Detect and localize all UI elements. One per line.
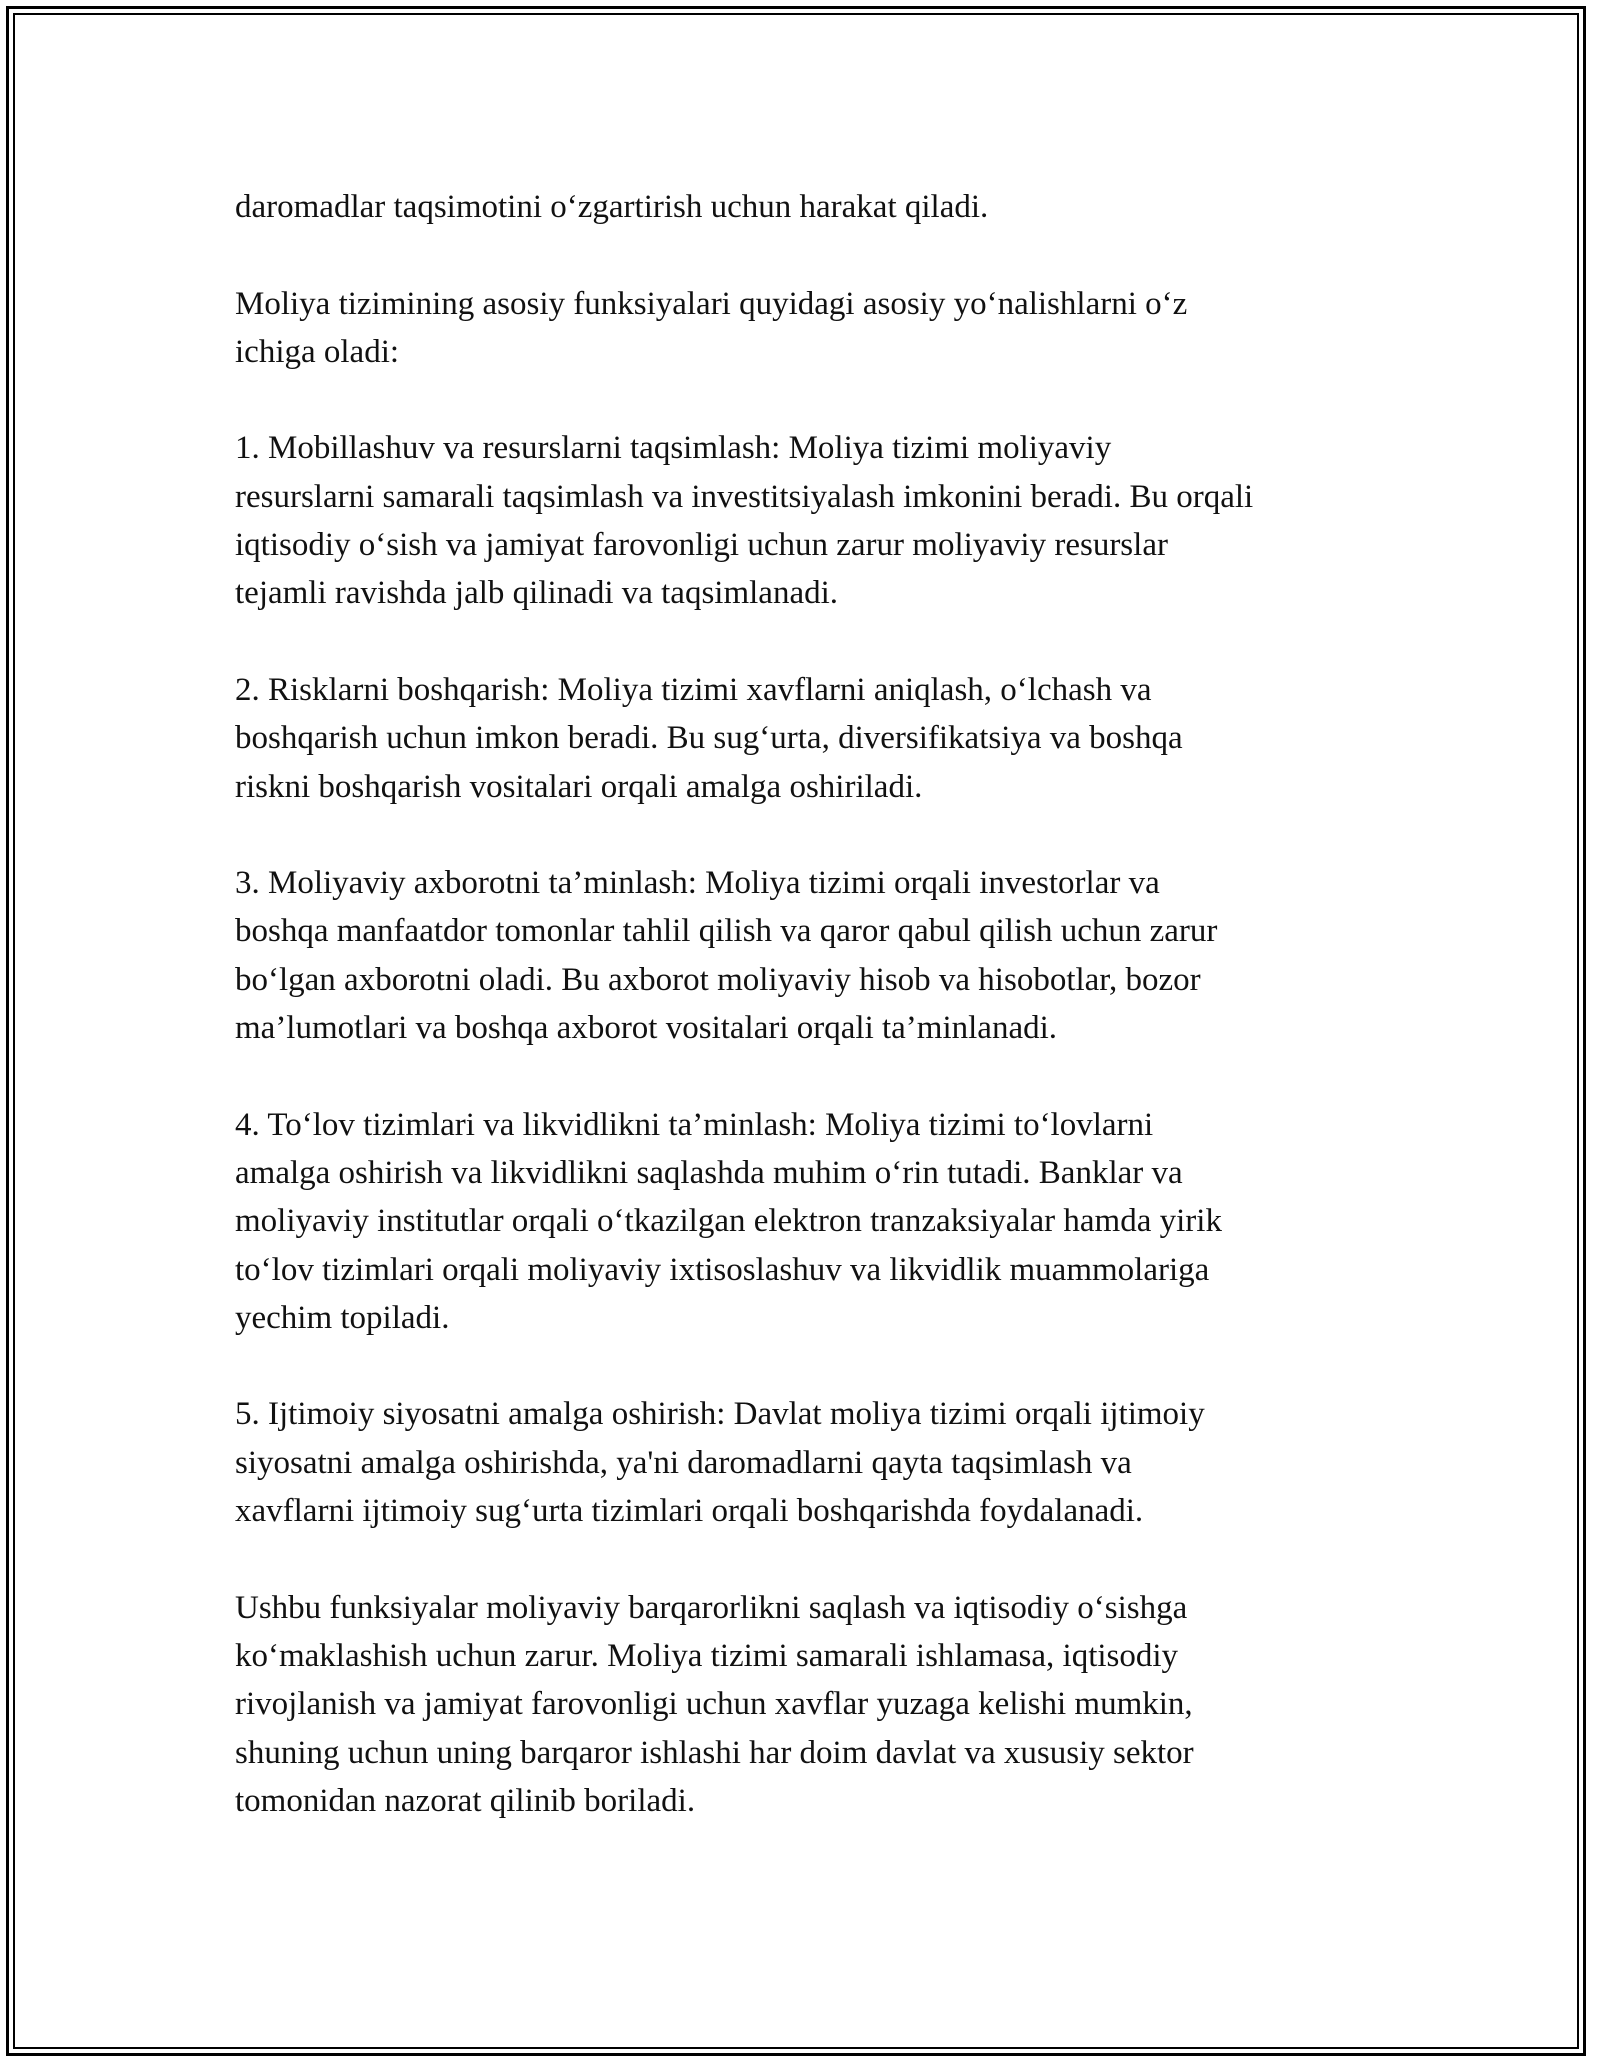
text-line: resurslarni samarali taqsimlash va investitsiyalash imkonini beradi. Bu orqali bbox=[235, 478, 1254, 515]
text-line: ichiga oladi: bbox=[235, 333, 400, 370]
paragraph-item-4 bbox=[235, 1101, 1385, 1342]
text-line: tejamli ravishda jalb qilinadi va taqsimlanadi. bbox=[235, 575, 839, 612]
text-line: to‘lov tizimlari orqali moliyaviy ixtisoslashuv va likvidlik muammolariga bbox=[235, 1251, 1210, 1288]
paragraph-item-5 bbox=[235, 1390, 1385, 1535]
text-line: 4. To‘lov tizimlari va likvidlikni ta’minlash: Moliya tizimi to‘lovlarni bbox=[235, 1106, 1154, 1143]
text-line: 1. Mobillashuv va resurslarni taqsimlash: Moliya tizimi moliyaviy bbox=[235, 430, 1112, 467]
text-line: moliyaviy institutlar orqali o‘tkazilgan elektron tranzaksiyalar hamda yirik bbox=[235, 1203, 1222, 1240]
text-line: ma’lumotlari va boshqa axborot vositalari orqali ta’minlanadi. bbox=[235, 1010, 1058, 1047]
text-line: Ushbu funksiyalar moliyaviy barqarorlikni saqlash va iqtisodiy o‘sishga bbox=[235, 1589, 1188, 1626]
text-line: 5. Ijtimoiy siyosatni amalga oshirish: Davlat moliya tizimi orqali ijtimoiy bbox=[235, 1396, 1205, 1433]
text-line: 3. Moliyaviy axborotni ta’minlash: Moliya tizimi orqali investorlar va bbox=[235, 865, 1160, 902]
paragraph-item-1 bbox=[235, 424, 1385, 617]
text-line: bo‘lgan axborotni oladi. Bu axborot moliyaviy hisob va hisobotlar, bozor bbox=[235, 961, 1201, 998]
text-line: shuning uchun uning barqaror ishlashi har doim davlat va xususiy sektor bbox=[235, 1734, 1194, 1771]
text-line: amalga oshirish va likvidlikni saqlashda muhim o‘rin tutadi. Banklar va bbox=[235, 1154, 1183, 1191]
paragraph-conclusion bbox=[235, 1584, 1385, 1825]
text-line: iqtisodiy o‘sish va jamiyat farovonligi uchun zarur moliyaviy resurslar bbox=[235, 527, 1168, 564]
text-line: ko‘maklashish uchun zarur. Moliya tizimi samarali ishlamasa, iqtisodiy bbox=[235, 1637, 1179, 1674]
text-line: daromadlar taqsimotini o‘zgartirish uchun harakat qiladi. bbox=[235, 189, 989, 225]
text-line: rivojlanish va jamiyat farovonligi uchun xavflar yuzaga kelishi mumkin, bbox=[235, 1686, 1193, 1723]
paragraph-item-3 bbox=[235, 859, 1385, 1052]
text-line: boshqarish uchun imkon beradi. Bu sug‘urta, diversifikatsiya va boshqa bbox=[235, 720, 1183, 757]
document-body bbox=[235, 183, 1385, 1825]
text-line: xavflarni ijtimoiy sug‘urta tizimlari orqali boshqarishda foydalanadi. bbox=[235, 1493, 1144, 1530]
text-line: tomonidan nazorat qilinib boriladi. bbox=[235, 1782, 696, 1819]
text-line: 2. Risklarni boshqarish: Moliya tizimi xavflarni aniqlash, o‘lchash va bbox=[235, 671, 1152, 708]
text-line: riskni boshqarish vositalari orqali amalga oshiriladi. bbox=[235, 768, 923, 805]
paragraph-intro-continuation bbox=[235, 183, 1385, 231]
text-line: yechim topiladi. bbox=[235, 1299, 450, 1336]
text-line: boshqa manfaatdor tomonlar tahlil qilish va qaror qabul qilish uchun zarur bbox=[235, 913, 1218, 950]
paragraph-item-2 bbox=[235, 666, 1385, 811]
paragraph-functions-intro bbox=[235, 280, 1385, 377]
text-line: Moliya tizimining asosiy funksiyalari quyidagi asosiy yo‘nalishlarni o‘z bbox=[235, 285, 1188, 322]
text-line: siyosatni amalga oshirishda, ya'ni daromadlarni qayta taqsimlash va bbox=[235, 1444, 1132, 1481]
